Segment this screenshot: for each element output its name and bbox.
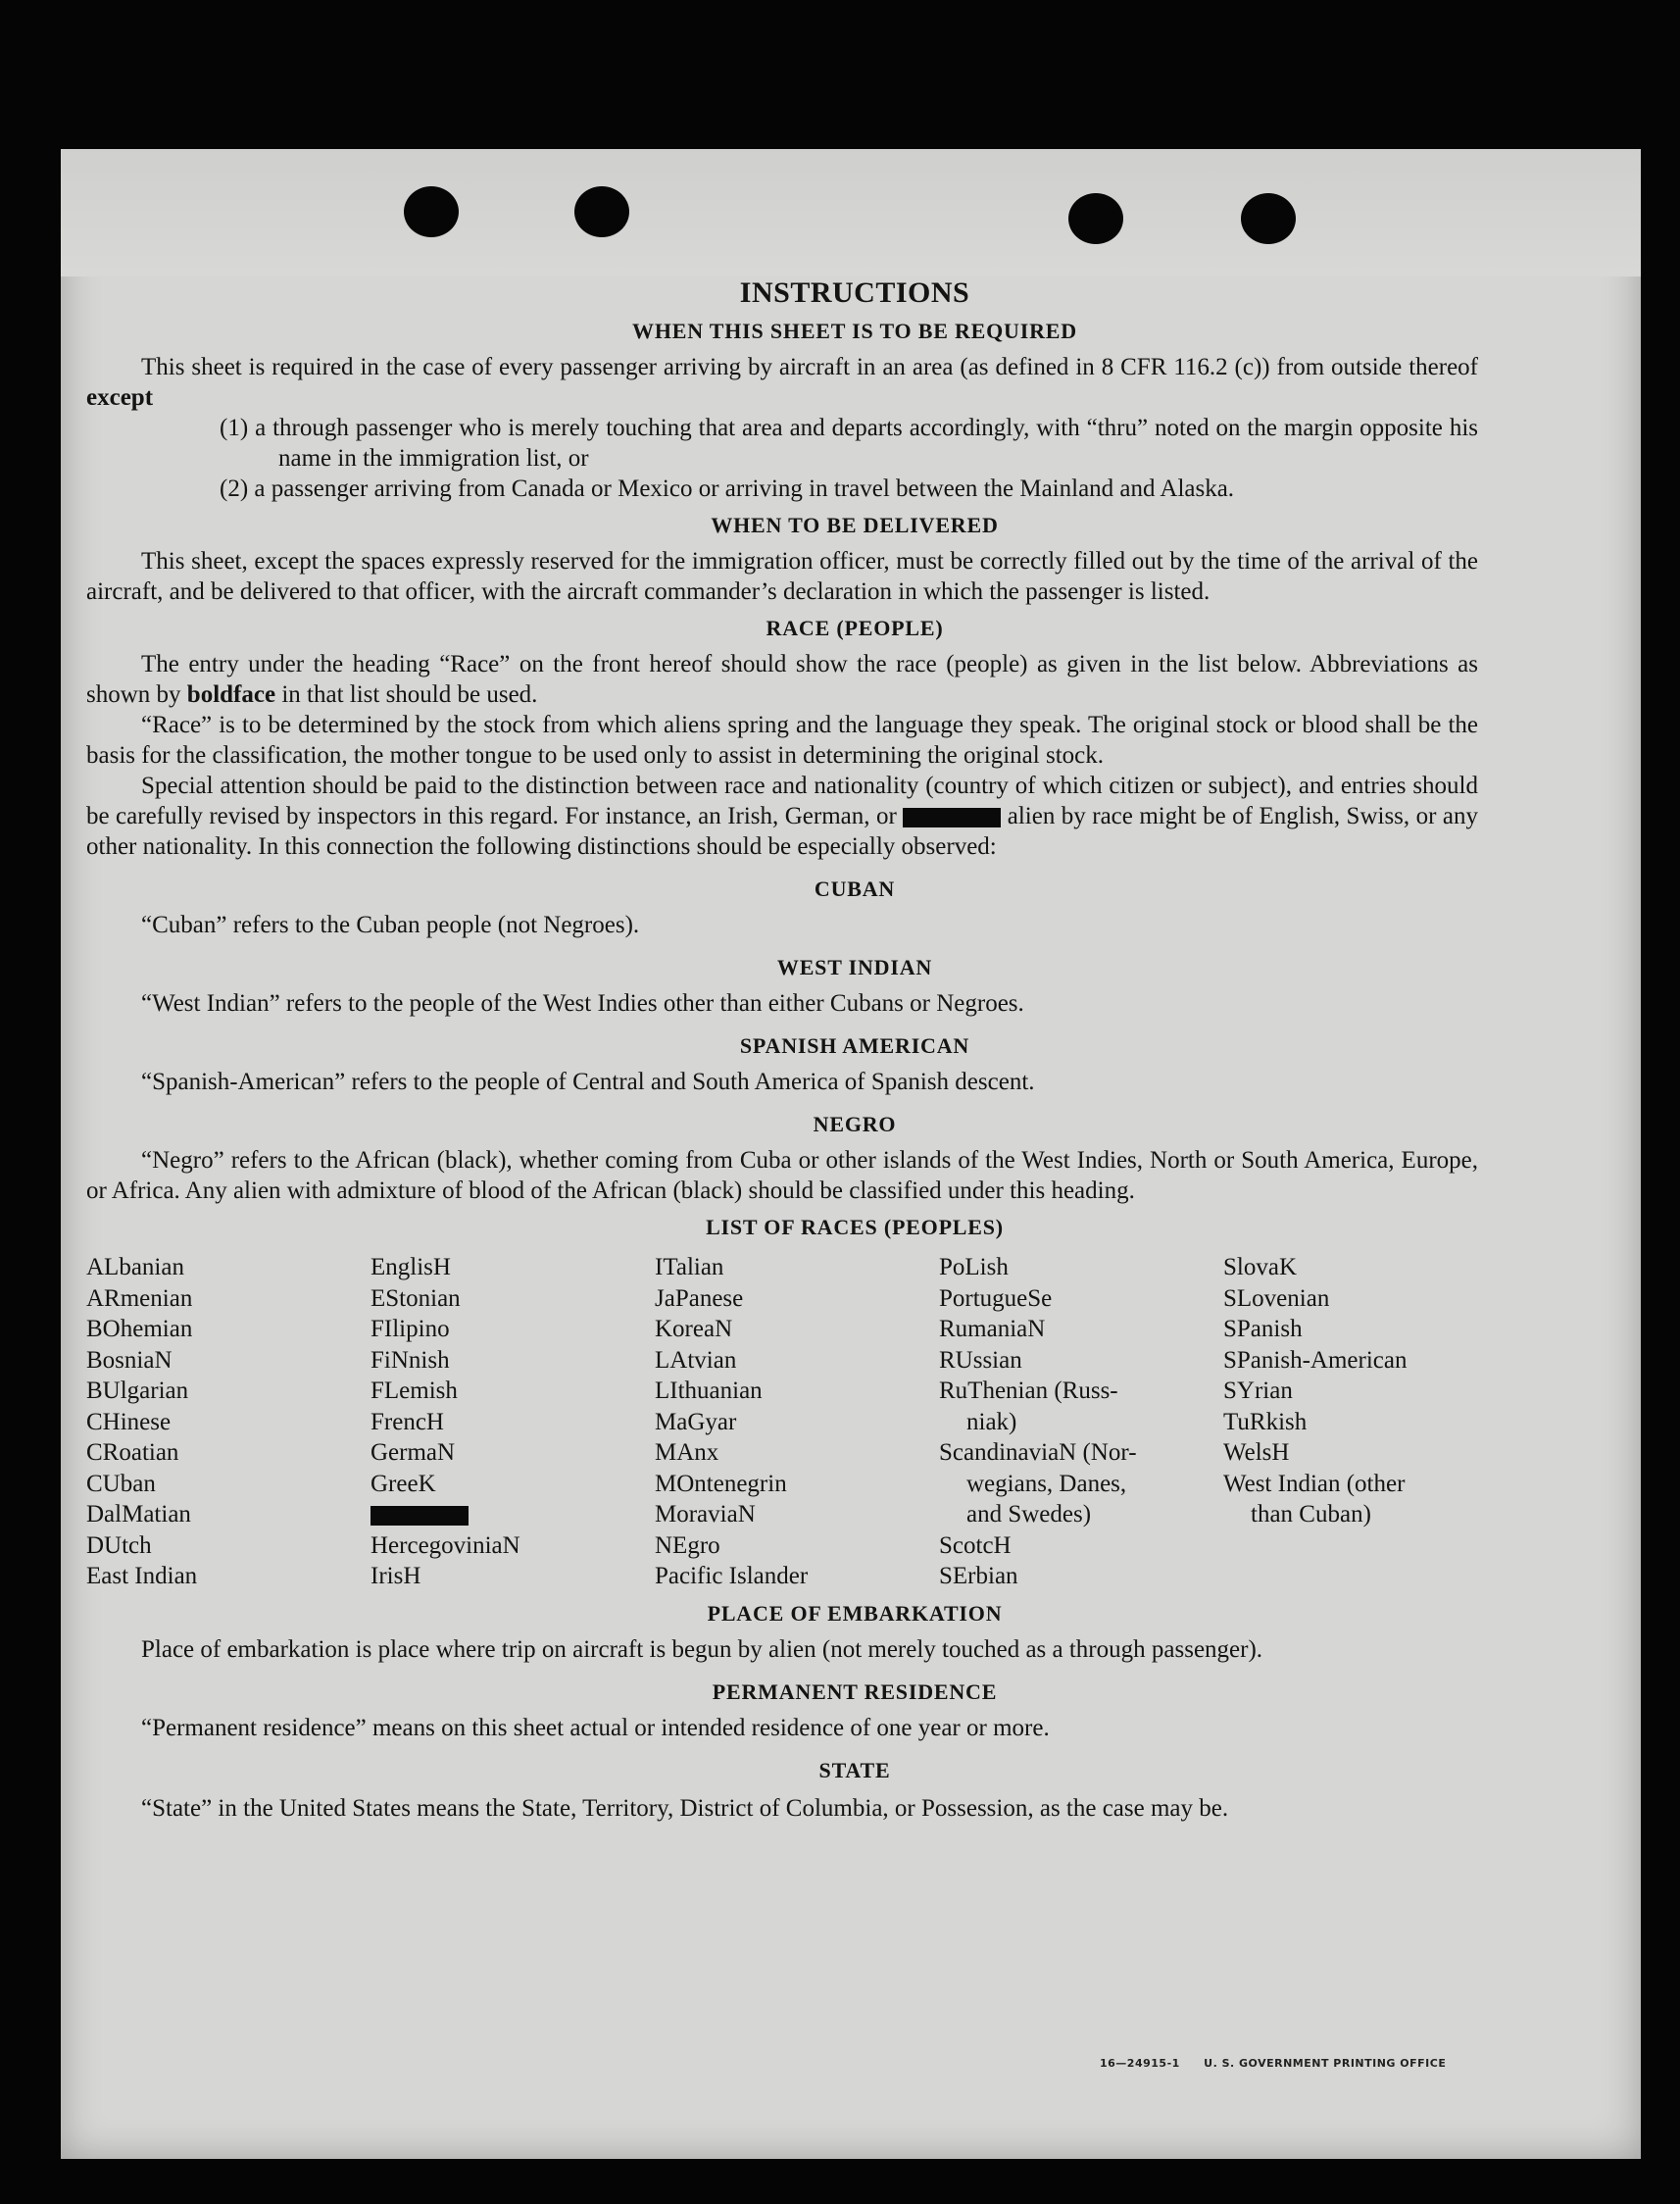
heading-spanish-american: SPANISH AMERICAN xyxy=(739,1033,970,1058)
race-item: RUssian xyxy=(939,1346,1022,1374)
form-number: 16—24915-1 xyxy=(1100,2057,1180,2070)
race-item: MOntenegrin xyxy=(655,1470,787,1497)
race-item: FLemish xyxy=(371,1378,458,1404)
race-item: KoreaN xyxy=(655,1316,733,1342)
race-item: LIthuanian xyxy=(655,1378,763,1404)
race-item: and Swedes) xyxy=(966,1501,1092,1528)
race-column-5 xyxy=(1223,1252,1517,1592)
race-list xyxy=(86,1252,1478,1592)
delivered-text: This sheet, except the spaces expressly reserved for the immigration officer, must be correctly filled out by the time of the arrival of the aircraft, and be delivered to that officer, with the aircraft commander’s declaration in which the passenger is listed. xyxy=(86,548,1478,605)
race-item: GermaN xyxy=(371,1439,456,1466)
heading-delivered: WHEN TO BE DELIVERED xyxy=(711,513,999,537)
cuban-text: “Cuban” refers to the Cuban people (not Negroes). xyxy=(141,912,640,938)
race-item: SYrian xyxy=(1223,1378,1293,1404)
state-text: “State” in the United States means the State, Territory, District of Columbia, or Possession, as the case may be. xyxy=(141,1794,1229,1822)
race-item: ARmenian xyxy=(86,1284,193,1312)
required-item-1: (1) a through passenger who is merely touching that area and departs accordingly, with “thru” noted on the margin opposite his name in the immigration list, or xyxy=(220,415,1478,472)
race-paragraph-2: “Race” is to be determined by the stock from which aliens spring and the language they speak. The original stock or blood shall be the basis for the classification, the mother tongue to be used only to assist in determining the original stock. xyxy=(86,712,1478,769)
race-item: ITalian xyxy=(655,1254,724,1280)
race-item: PortugueSe xyxy=(939,1284,1053,1312)
punch-hole xyxy=(404,186,459,237)
heading-list-of-races: LIST OF RACES (PEOPLES) xyxy=(706,1215,1004,1239)
heading-embarkation: PLACE OF EMBARKATION xyxy=(707,1600,1003,1626)
race-item: NEgro xyxy=(655,1531,720,1559)
race-item: SLovenian xyxy=(1223,1284,1330,1312)
race-item: RumaniaN xyxy=(939,1316,1046,1342)
punch-hole xyxy=(1068,193,1123,244)
race-item: BosniaN xyxy=(86,1346,173,1374)
heading-race: RACE (PEOPLE) xyxy=(766,616,944,640)
redaction-mark xyxy=(903,808,1001,827)
redaction-mark xyxy=(371,1506,469,1526)
spanish-american-text: “Spanish-American” refers to the people of Central and South America of Spanish descent. xyxy=(141,1069,1035,1095)
race-item: FrencH xyxy=(371,1408,444,1435)
race-item-redacted xyxy=(371,1499,655,1530)
race-item: DUtch xyxy=(86,1531,152,1559)
page-title: INSTRUCTIONS xyxy=(739,276,970,309)
race-item: EnglisH xyxy=(371,1254,451,1280)
embarkation-text: Place of embarkation is place where trip on aircraft is begun by alien (not merely touched as a through passenger). xyxy=(141,1635,1263,1663)
negro-text: “Negro” refers to the African (black), whether coming from Cuba or other islands of the West Indies, North or South America, Europe, or Africa. Any alien with admixture of blood of the African (black) should be classified under this heading. xyxy=(86,1147,1478,1204)
race-item: FiNnish xyxy=(371,1346,450,1374)
race-item: SPanish-American xyxy=(1223,1346,1408,1374)
race-item: SlovaK xyxy=(1223,1254,1297,1280)
race-item: MaGyar xyxy=(655,1408,737,1435)
heading-west-indian: WEST INDIAN xyxy=(776,955,933,979)
race-item: MAnx xyxy=(655,1439,719,1466)
punch-hole xyxy=(574,186,629,237)
print-footer xyxy=(1100,2057,1465,2070)
race-item: GreeK xyxy=(371,1470,436,1497)
race-item: SPanish xyxy=(1223,1316,1303,1342)
race-item: ScotcH xyxy=(939,1531,1012,1559)
race-paragraph-3: Special attention should be paid to the distinction between race and nationality (country of which citizen or subject), and entries should be carefully revised by inspectors in this regard. For instance, an Irish, German, or alien by race might be of English, Swiss, or any other nationality. In this connection the following distinctions should be especially observed: xyxy=(86,773,1479,860)
race-column-3 xyxy=(655,1252,939,1592)
race-item: BOhemian xyxy=(86,1316,193,1342)
sheet-top-band xyxy=(61,149,1641,276)
heading-cuban: CUBAN xyxy=(814,877,896,901)
race-item: PoLish xyxy=(939,1254,1009,1280)
race-item: SErbian xyxy=(939,1563,1018,1589)
race-item: WelsH xyxy=(1223,1439,1290,1466)
race-item: JaPanese xyxy=(655,1284,744,1312)
race-item: CRoatian xyxy=(86,1439,179,1466)
race-item: LAtvian xyxy=(655,1346,737,1374)
race-item: MoraviaN xyxy=(655,1501,756,1528)
race-item: FIlipino xyxy=(371,1316,450,1342)
race-item: TuRkish xyxy=(1223,1408,1308,1435)
race-item: DalMatian xyxy=(86,1501,191,1528)
heading-state: STATE xyxy=(818,1757,891,1782)
required-intro: This sheet is required in the case of every passenger arriving by aircraft in an area (as defined in 8 CFR 116.2 (c)) from outside thereof except xyxy=(86,354,1478,411)
race-item: than Cuban) xyxy=(1251,1501,1371,1528)
instructions-body xyxy=(86,276,1478,1824)
race-item: West Indian (other xyxy=(1223,1470,1406,1497)
race-item: niak) xyxy=(966,1408,1017,1435)
heading-required: WHEN THIS SHEET IS TO BE REQUIRED xyxy=(632,319,1077,343)
race-item: ALbanian xyxy=(86,1254,184,1280)
west-indian-text: “West Indian” refers to the people of the West Indies other than either Cubans or Negroes. xyxy=(141,990,1024,1017)
document-sheet xyxy=(61,149,1641,2159)
race-item: Pacific Islander xyxy=(655,1563,809,1589)
race-paragraph-1: The entry under the heading “Race” on the front hereof should show the race (people) as given in the list below. Abbreviations as shown by boldface in that list should be used. xyxy=(86,651,1478,708)
race-item: BUlgarian xyxy=(86,1378,189,1404)
race-column-4 xyxy=(939,1252,1223,1592)
race-item: EStonian xyxy=(371,1284,461,1312)
race-item: IrisH xyxy=(371,1563,421,1589)
heading-permanent-residence: PERMANENT RESIDENCE xyxy=(712,1678,998,1704)
race-item: wegians, Danes, xyxy=(966,1470,1127,1497)
required-item-2: (2) a passenger arriving from Canada or Mexico or arriving in travel between the Mainland and Alaska. xyxy=(220,476,1235,502)
race-item: CUban xyxy=(86,1470,156,1497)
race-item: HercegoviniaN xyxy=(371,1531,520,1559)
race-item: East Indian xyxy=(86,1563,198,1589)
race-column-2 xyxy=(371,1252,655,1592)
race-item: CHinese xyxy=(86,1408,172,1435)
race-item: ScandinaviaN (Nor- xyxy=(939,1439,1137,1466)
race-item: RuThenian (Russ- xyxy=(939,1378,1118,1404)
printer-credit: U. S. GOVERNMENT PRINTING OFFICE xyxy=(1204,2057,1447,2070)
residence-text: “Permanent residence” means on this sheet actual or intended residence of one year or more. xyxy=(141,1714,1050,1741)
punch-hole xyxy=(1241,193,1296,244)
race-column-1 xyxy=(86,1252,371,1592)
heading-negro: NEGRO xyxy=(813,1112,897,1136)
